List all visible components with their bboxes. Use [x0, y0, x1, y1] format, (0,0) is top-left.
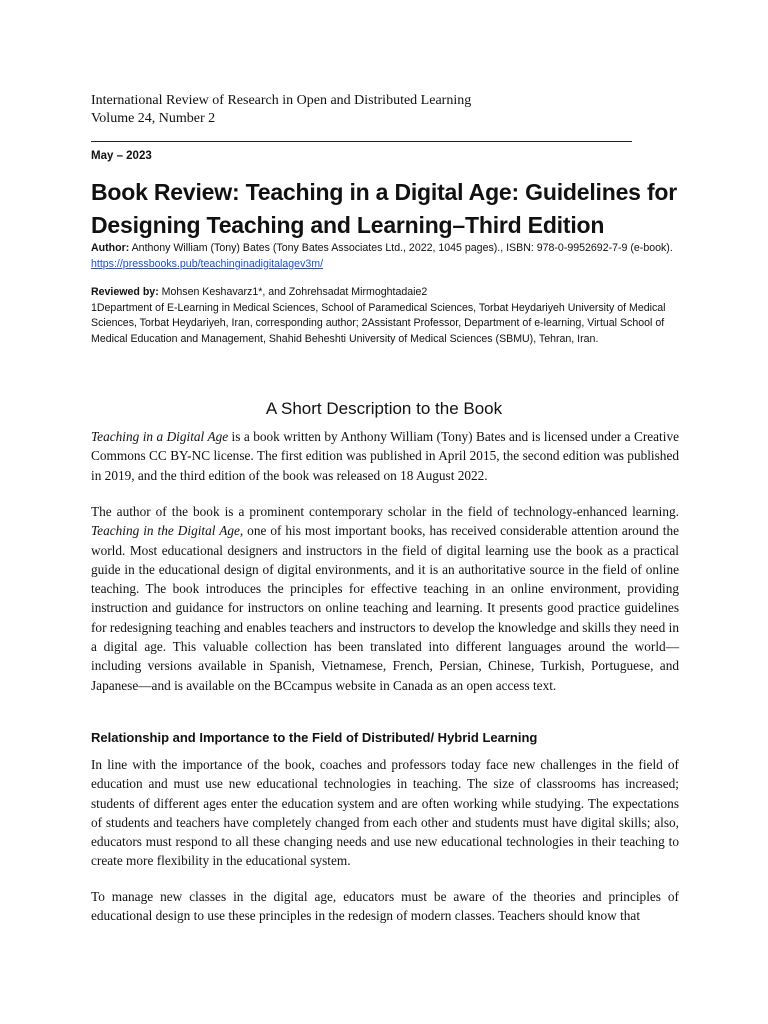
subsection-heading: Relationship and Importance to the Field of Distributed/ Hybrid Learning	[91, 730, 538, 745]
header-divider	[91, 141, 632, 142]
author-info: Author: Anthony William (Tony) Bates (Tony Bates Associates Ltd., 2022, 1045 pages)., ISBN: 978-0-9952692-7-9 (e-book). https://pressbooks.pub/teachinginadigitalagev3m/	[91, 242, 673, 270]
book-title-italic-2: Teaching in the Digital Age	[91, 523, 240, 539]
paragraph-2	[91, 502, 679, 695]
paragraph-4: To manage new classes in the digital age, educators must be aware of the theories and principles of educational design to use these principles in the redesign of modern classes. Teachers should know that	[91, 889, 679, 924]
author-label: Author	[91, 242, 126, 254]
paragraph-3: In line with the importance of the book, coaches and professors today face new challenges in the field of education and must use new educational technologies in teaching. The size of classrooms has increased; students of different ages enter the education system and are often working while studying. The expectations of students and teachers have completely changed from each other and students must have digital skills; also, educators must respond to all these changing needs and use new educational technologies in their teaching to create more flexibility in the educational system.	[91, 757, 679, 869]
publication-date: May – 2023	[91, 150, 152, 162]
reviewer-info: Reviewed by: Mohsen Keshavarz1*, and Zohrehsadat Mirmoghtadaie2 1Department of E-Learning in Medical Sciences, School of Paramedical Sciences, Torbat Heydariyeh University of Medical Sciences, Torbat Heydariyeh, Iran, corresponding author; 2Assistant Professor, Department of e-learning, Virtual School of Medical Education and Management, Shahid Beheshti University of Medical Sciences (SBMU), Tehran, Iran.	[91, 286, 666, 345]
reviewer-names: Mohsen Keshavarz1*, and Zohrehsadat Mirmoghtadaie2	[161, 286, 428, 298]
paragraph-2-text: , one of his most important books, has received considerable attention around the world. Most educational designers and instructors in the field of digital learning use the book as a practical guide in the educational design of digital environments, and it is an authoritative source in the field of online teaching. The book introduces the principles for effective teaching in an online environment, providing instruction and guidance for instructors on online teaching and learning. It presents good practice guidelines for redesigning teaching and enables teachers and instructors to develop the knowledge and skills they need in a digital age. This valuable collection has been translated into different languages around the world—including versions available in Spanish, Vietnamese, French, Persian, Chinese, Turkish, Portuguese, and Japanese—and is available on the BCcampus website in Canada as an open access text.	[91, 523, 679, 693]
journal-name: International Review of Research in Open and Distributed Learning	[91, 93, 472, 108]
reviewed-by-label: Reviewed by	[91, 286, 156, 298]
paragraph-2-start: The author of the book is a prominent contemporary scholar in the field of technology-enhanced learning.	[91, 504, 679, 519]
journal-header	[91, 92, 471, 128]
section-heading: A Short Description to the Book	[265, 399, 503, 418]
page-title: Book Review: Teaching in a Digital Age: Guidelines for Designing Teaching and Learning–Third Edition	[91, 179, 678, 238]
author-text: Anthony William (Tony) Bates (Tony Bates Associates Ltd., 2022, 1045 pages)., ISBN: 978-0-9952692-7-9 (e-book).	[131, 242, 673, 254]
book-title-italic: Teaching in a Digital Age	[91, 429, 229, 444]
journal-volume: Volume 24, Number 2	[91, 111, 216, 126]
book-link[interactable]: https://pressbooks.pub/teachinginadigitalagev3m/	[91, 257, 324, 270]
paragraph-1	[91, 427, 679, 485]
reviewer-affiliations: 1Department of E-Learning in Medical Sciences, School of Paramedical Sciences, Torbat Heydariyeh University of Medical Sciences, Torbat Heydariyeh, Iran, corresponding author; 2Assistant Professor, Department of e-learning, Virtual School of Medical Education and Management, Shahid Beheshti University of Medical Sciences (SBMU), Tehran, Iran.	[91, 301, 666, 345]
paragraph-1-text: is a book written by Anthony William (Tony) Bates and is licensed under a Creative Commons CC BY-NC license. The first edition was published in April 2015, the second edition was published in 2019, and the third edition of the book was released on 18 August 2022.	[91, 429, 679, 483]
